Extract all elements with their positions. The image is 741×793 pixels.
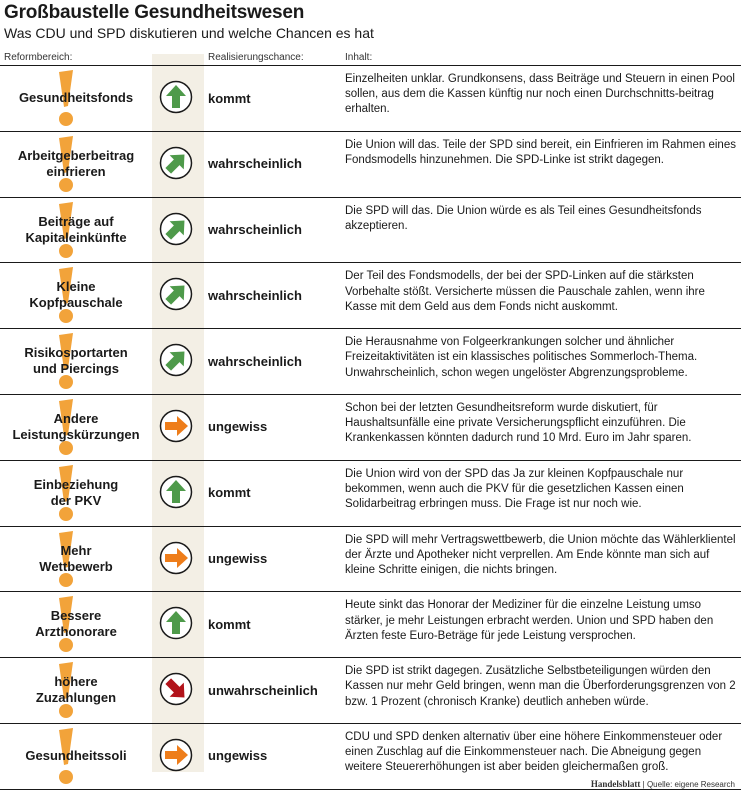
content-text: Schon bei der letzten Gesundheitsreform wurde diskutiert, für Haushaltsunfälle eine private Versicherungspflicht einzuführen. Die Krankenkassen könnten dadurch rund 10 Mrd. Euro im Jahr sparen. [345,401,692,445]
page-subtitle: Was CDU und SPD diskutieren und welche Chancen es hat [4,25,374,41]
column-header-reform: Reformbereich: [4,52,73,63]
chance-status: kommt [208,90,251,106]
reform-label: Bessere Arzthonorare [35,608,117,640]
arrow-up-right-icon [159,277,193,311]
reform-label: Gesundheitsfonds [18,90,134,105]
column-header-chance: Realisierungschance: [208,52,304,63]
content-text: Einzelheiten unklar. Grundkonsens, dass Beiträge und Steuern in einen Pool sollen, aus dem die Kassen künftig nur noch einen Durchschnitts-beitrag erhalten. [345,73,735,116]
chance-status: ungewiss [208,551,268,567]
arrow-up-right-icon [159,146,193,180]
arrow-right-icon [159,541,193,575]
table-row [0,527,741,593]
arrow-up-right-icon [159,212,193,246]
table-row [0,198,741,264]
reform-label: Risikosportarten und Piercings [24,345,128,377]
brand-logo: Handelsblatt [590,779,641,789]
chance-status: wahrscheinlich [208,353,302,369]
content-text: Die Herausnahme von Folgeerkrankungen solcher und ähnlicher Freizeitaktivitäten ist ein klassisches politisches Sommerloch-Thema. Unwahrscheinlich, schon wegen ungelöster Abgrenzungsprobleme. [345,336,698,379]
content-text: Der Teil des Fondsmodells, der bei der SPD-Linken auf die stärksten Vorbehalte stößt. Versicherte müssen die Pauschale zahlen, wenn ihre Kasse mit dem Geld aus dem Fonds nicht auskommt. [345,270,705,313]
table-row [0,329,741,395]
reform-label: Einbeziehung der PKV [33,476,119,508]
table-row [0,263,741,329]
table-row [0,461,741,527]
content-text: CDU und SPD denken alternativ über eine höhere Einkommensteuer oder einen Zuschlag auf die Einkommensteuer nach. Die Abneigung gegen weitere Steuererhöhungen ist aber beiden gleichermaßen groß. [345,730,723,774]
reform-label: Kleine Kopfpauschale [29,279,123,311]
chance-status: kommt [208,616,251,632]
chance-status: wahrscheinlich [208,156,302,172]
reform-table [0,65,741,790]
content-text: Die Union will das. Teile der SPD sind bereit, ein Einfrieren im Rahmen eines Fondsmodells hinzunehmen. Die SPD-Linke ist strikt dagegen. [345,138,736,166]
content-text: Die Union wird von der SPD das Ja zur kleinen Kopfpauschale nur bekommen, wenn auch die PKV für die gesetzlichen Kassen einen Solidarbeitrag erbringen muss. Die Frage ist nur noch wie. [345,467,684,511]
content-text: Die SPD will das. Die Union würde es als Teil eines Gesundheitsfonds akzeptieren. [345,204,702,232]
table-row [0,592,741,658]
reform-label: Beiträge auf Kapitaleinkünfte [25,213,127,245]
arrow-down-right-icon [159,672,193,706]
arrow-right-icon [159,738,193,772]
chance-status: unwahrscheinlich [208,682,318,698]
source-credit [591,779,735,789]
arrow-up-icon [159,80,193,114]
page-title: Großbaustelle Gesundheitswesen [4,2,305,23]
arrow-up-icon [159,475,193,509]
chance-status: wahrscheinlich [208,222,302,238]
table-row [0,65,741,132]
chance-status: kommt [208,485,251,501]
column-header-content: Inhalt: [345,52,373,63]
table-row [0,132,741,198]
arrow-right-icon [159,409,193,443]
source-text: | Quelle: eigene Research [642,780,735,789]
chance-status: wahrscheinlich [208,287,302,303]
reform-label: höhere Zuzahlungen [35,674,117,706]
table-row [0,658,741,724]
reform-label: Gesundheitssoli [25,747,127,763]
chance-status: ungewiss [208,748,268,764]
arrow-up-right-icon [159,343,193,377]
content-text: Heute sinkt das Honorar der Mediziner für die einzelne Leistung umso stärker, je mehr Leistungen erbracht werden. Union und SPD haben den Ärzten feste Euro-Beträge für jede Leistung versprochen. [345,599,714,642]
reform-label: Mehr Wettbewerb [39,542,113,574]
arrow-up-icon [159,606,193,640]
content-text: Die SPD ist strikt dagegen. Zusätzliche Selbstbeteiligungen würden den Kassen nur mehr Geld bringen, wenn man die Überforderungsgrenzen von 2 bzw. 1 Prozent (chronisch Kranke) deutlich anheben würde. [345,665,736,708]
reform-label: Arbeitgeberbeitrag einfrieren [17,147,135,179]
reform-label: Andere Leistungskürzungen [12,410,140,442]
table-row [0,395,741,461]
chance-status: ungewiss [208,419,268,435]
content-text: Die SPD will mehr Vertragswettbewerb, die Union möchte das Wählerklientel der Ärzte und Apotheker nicht verprellen. Am Ende könnte man sich auf kleine Schritte einigen, die nichts bringen. [345,533,736,576]
